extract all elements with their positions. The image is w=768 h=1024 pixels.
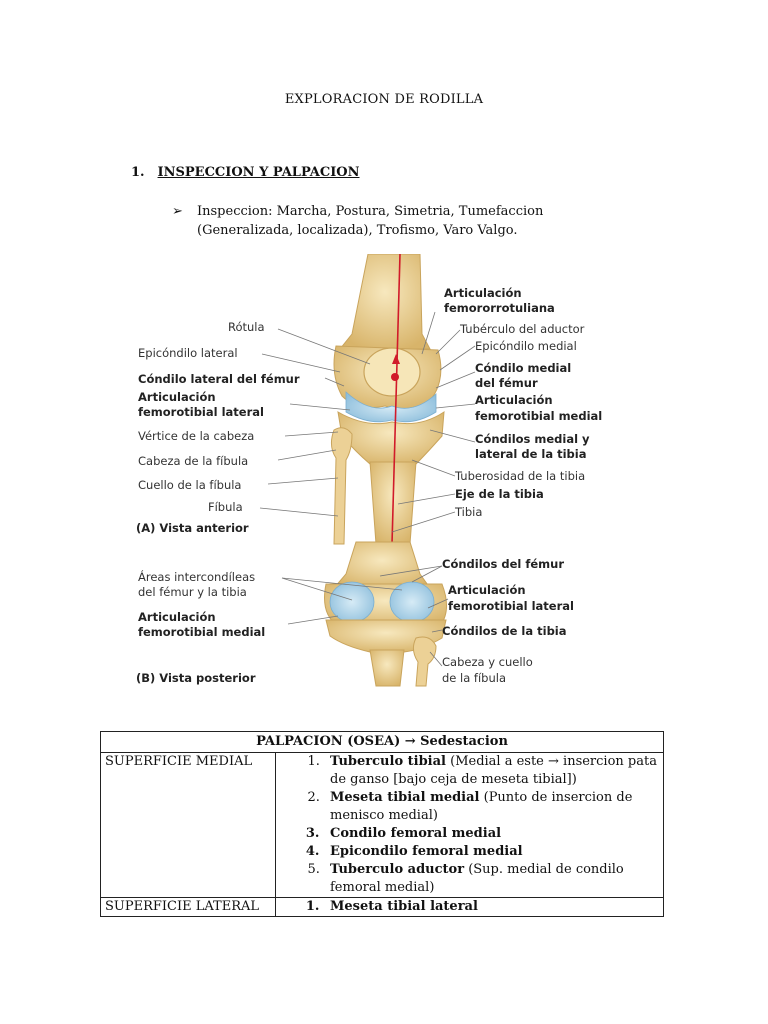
label-vertice-cabeza: Vértice de la cabeza <box>138 429 255 443</box>
label-articulacion-fr: Articulación <box>444 286 522 300</box>
label-eje-tibia: Eje de la tibia <box>455 487 544 501</box>
list-item: 3. Condilo femoral medial <box>324 825 659 843</box>
label-de-la-fibula: de la fíbula <box>442 671 507 685</box>
label-femorotibial-medial: femorotibial medial <box>475 409 603 423</box>
label-cuello-fibula: Cuello de la fíbula <box>138 478 242 492</box>
label-rotula: Rótula <box>228 320 265 334</box>
label-femororrotuliana: femororrotuliana <box>444 301 555 315</box>
label-articulacion-lat: Articulación <box>138 390 216 404</box>
list-item: 1. Tuberculo tibial (Medial a este → insercion pata de ganso [bajo ceja de meseta tibial]) <box>324 753 659 789</box>
list-item: 1. Meseta tibial lateral <box>324 898 659 916</box>
lateral-list <box>280 898 659 916</box>
section-heading <box>131 165 360 180</box>
label-articulacion-post: Articulación <box>138 610 216 624</box>
knee-anatomy-figure <box>130 254 626 694</box>
label-tuberosidad-tibia: Tuberosidad de la tibia <box>455 469 586 483</box>
knee-anatomy-illustration <box>130 254 626 694</box>
inspection-text: Inspeccion: Marcha, Postura, Simetria, Tumefaccion (Generalizada, localizada), Trofismo, Varo Valgo. <box>197 204 544 238</box>
table-row <box>101 898 664 917</box>
label-articulacion-post-r: Articulación <box>448 583 526 597</box>
label-cabeza-cuello: Cabeza y cuello <box>442 655 533 669</box>
arrow-bullet-icon: ➢ <box>172 204 183 219</box>
list-item: 5. Tuberculo aductor (Sup. medial de condilo femoral medial) <box>324 861 659 897</box>
inspection-bullet <box>172 202 642 240</box>
table-header-row <box>101 732 664 753</box>
items-cell <box>276 898 664 917</box>
label-del-femur-y-tibia: del fémur y la tibia <box>138 585 247 599</box>
list-item: 2. Meseta tibial medial (Punto de insercion de menisco medial) <box>324 789 659 825</box>
label-tuberculo-aductor: Tubérculo del aductor <box>460 322 585 336</box>
items-cell <box>276 753 664 898</box>
palpation-table <box>100 731 664 917</box>
anterior-knee-drawing <box>331 254 444 544</box>
label-femorotibial-medial-post: femorotibial medial <box>138 625 266 639</box>
label-condilos-medial-y: Cóndilos medial y <box>475 432 590 446</box>
label-del-femur: del fémur <box>475 376 538 390</box>
posterior-knee-drawing <box>325 542 447 686</box>
label-cabeza-fibula: Cabeza de la fíbula <box>138 454 249 468</box>
section-number: 1. <box>131 165 145 180</box>
list-item: 4. Epicondilo femoral medial <box>324 843 659 861</box>
label-condilo-medial: Cóndilo medial <box>475 361 572 375</box>
label-fibula: Fíbula <box>208 500 243 514</box>
label-epicondilo-medial: Epicóndilo medial <box>475 339 577 353</box>
label-articulacion-med: Articulación <box>475 393 553 407</box>
medial-list <box>280 753 659 897</box>
document-title: EXPLORACION DE RODILLA <box>284 92 484 107</box>
section-heading-text: INSPECCION Y PALPACION <box>157 165 360 180</box>
label-femorotibial-lateral: femorotibial lateral <box>138 405 264 419</box>
label-areas-intercondileas: Áreas intercondíleas <box>138 570 256 584</box>
label-tibia: Tibia <box>455 505 483 519</box>
label-condilo-lateral-femur: Cóndilo lateral del fémur <box>138 372 300 386</box>
label-femorotibial-lateral-post: femorotibial lateral <box>448 599 574 613</box>
table-row <box>101 753 664 898</box>
label-condilos-tibia: Cóndilos de la tibia <box>442 624 567 638</box>
label-lateral-tibia: lateral de la tibia <box>475 447 587 461</box>
region-cell: SUPERFICIE MEDIAL <box>101 753 276 898</box>
label-condilos-femur: Cóndilos del fémur <box>442 557 565 571</box>
table-header: PALPACION (OSEA) → Sedestacion <box>101 732 664 753</box>
region-cell: SUPERFICIE LATERAL <box>101 898 276 917</box>
label-epicondilo-lateral: Epicóndilo lateral <box>138 346 238 360</box>
caption-vista-anterior: (A) Vista anterior <box>136 521 249 535</box>
caption-vista-posterior: (B) Vista posterior <box>136 671 256 685</box>
